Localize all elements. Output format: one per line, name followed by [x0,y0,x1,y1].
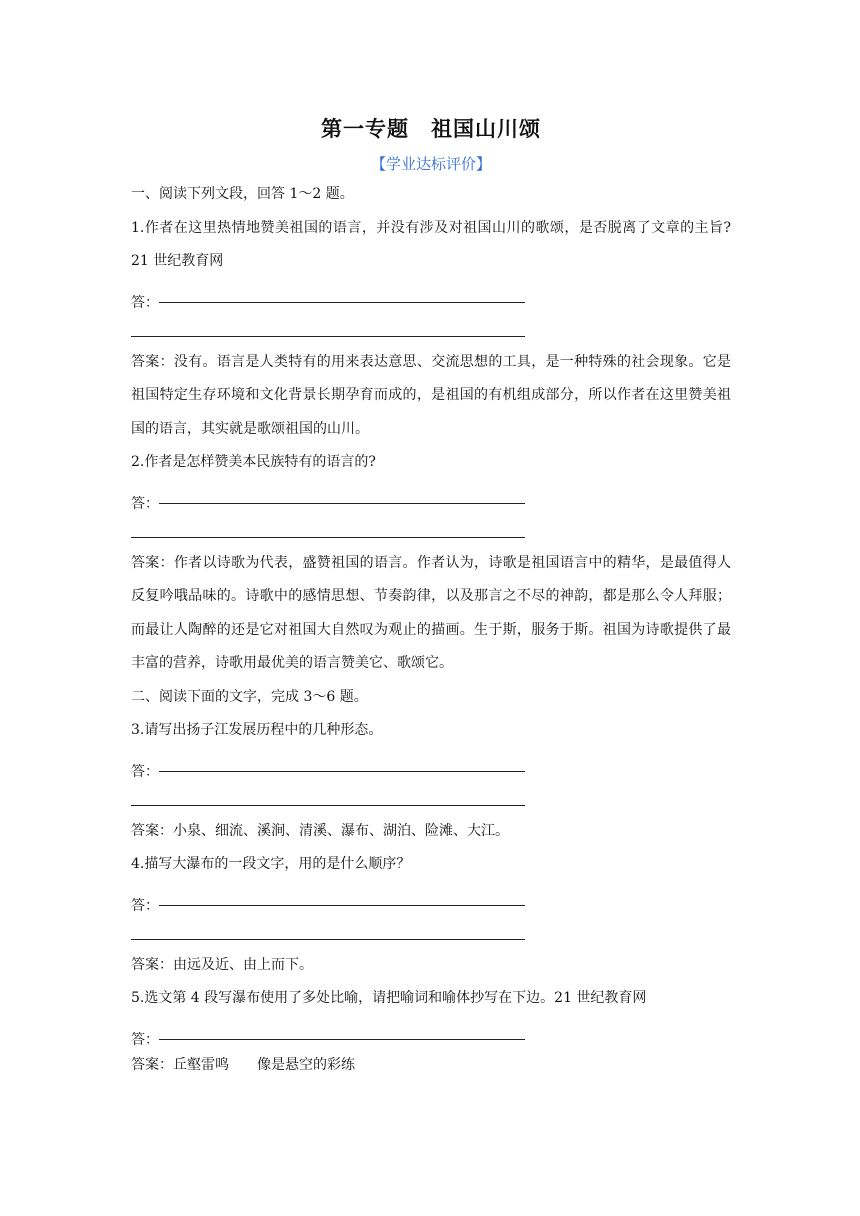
q3-answer-line [131,748,731,782]
page-title: 第一专题 祖国山川颂 [321,117,541,141]
q3-answer-blank-2[interactable] [131,805,525,806]
q2-answer: 答案：作者以诗歌为代表，盛赞祖国的语言。作者认为，诗歌是祖国语言中的精华，是最值得人反复吟哦品味的。诗歌中的感情思想、节奏韵律，以及那言之不尽的神韵，都是那么令人拜服；而最让人陶醉的还是它对祖国大自然叹为观止的描画。生于斯，服务于斯。祖国为诗歌提供了最丰富的营养，诗歌用最优美的语言赞美它、歌颂它。 [131,554,731,671]
q1-answer-line-2 [131,312,731,346]
q2-answer-blank-1[interactable] [159,503,525,504]
q5-answer-blank-1[interactable] [159,1039,525,1040]
q1-answer: 答案：没有。语言是人类特有的用来表达意思、交流思想的工具，是一种特殊的社会现象。它是祖国特定生存环境和文化背景长期孕育而成的，是祖国的有机组成部分，所以作者在这里赞美祖国的语言，其实就是歌颂祖国的山川。 [131,353,731,437]
q5-answer-line [131,1016,731,1050]
q4-question: 4.描写大瀑布的一段文字，用的是什么顺序？ [131,856,411,872]
q3-answer-line-2 [131,781,731,815]
q2-answer-blank-2[interactable] [131,537,525,538]
q1-answer-blank-1[interactable] [159,302,525,303]
q1-answer-line [131,279,731,313]
q3-answer-blank-1[interactable] [159,771,525,772]
q4-answer: 答案：由远及近、由上而下。 [131,956,313,973]
q4-answer-blank-1[interactable] [159,905,525,906]
q2-answer-line-2 [131,513,731,547]
q2-question: 2.作者是怎样赞美本民族特有的语言的? [131,454,376,470]
q1-question: 1.作者在这里热情地赞美祖国的语言，并没有涉及对祖国山川的歌颂，是否脱离了文章的主旨? 21 世纪教育网 [131,219,731,269]
q2-answer-line [131,480,731,514]
q3-question: 3.请写出扬子江发展历程中的几种形态。 [131,722,383,738]
q4-answer-blank-2[interactable] [131,939,525,940]
q3-answer: 答案：小泉、细流、溪涧、清溪、瀑布、湖泊、险滩、大江。 [131,822,509,839]
q4-answer-line [131,882,731,916]
q2-answer-label: 答： [131,496,159,512]
section2-heading: 二、阅读下面的文字，完成 3～6 题。 [131,688,368,705]
page-subtitle: 【学业达标评价】 [370,155,491,173]
q4-answer-label: 答： [131,898,159,914]
document-content [131,110,731,1083]
q5-answer: 答案：丘壑雷鸣 像是悬空的彩练 [131,1057,355,1073]
q3-answer-label: 答： [131,764,159,780]
section1-heading: 一、阅读下列文段，回答 1～2 题。 [131,186,354,202]
q5-question: 5.选文第 4 段写瀑布使用了多处比喻，请把喻词和喻体抄写在下边。21 世纪教育网 [131,990,647,1006]
q5-answer-label: 答： [131,1032,159,1048]
q1-answer-blank-2[interactable] [131,336,525,337]
q1-answer-label: 答： [131,295,159,311]
q4-answer-line-2 [131,915,731,949]
